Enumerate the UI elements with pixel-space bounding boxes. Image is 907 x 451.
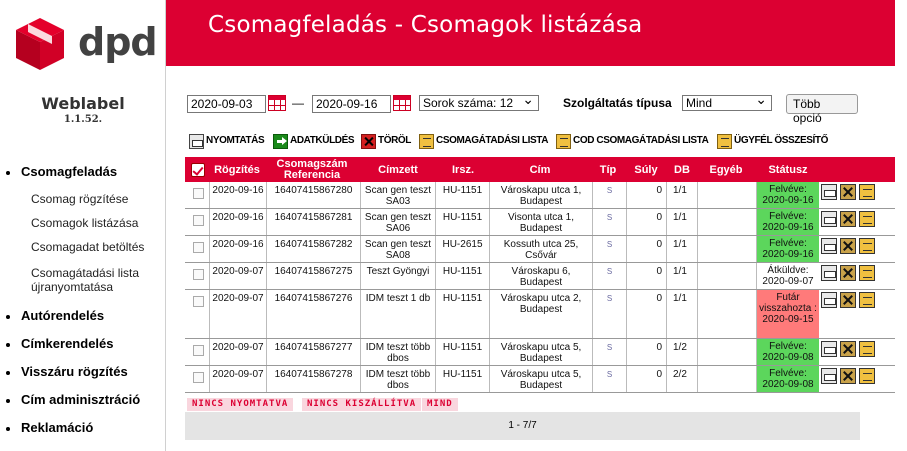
col-statusz[interactable]: Státusz (768, 163, 808, 176)
cell-address (490, 263, 593, 289)
cell-parcel (267, 263, 361, 289)
cell-recipient-text: IDM teszt több dbos (365, 342, 431, 364)
handover-list-action[interactable]: CSOMAGÁTADÁSI LISTA (419, 133, 548, 149)
cell-type (593, 290, 627, 338)
delete-action[interactable]: TÖRÖL (361, 133, 411, 149)
cell-parcel-text: 16407415867282 (274, 239, 353, 250)
cell-address (490, 209, 593, 235)
sidebar-item-lista-ujranyomtatas[interactable]: Csomagátadási lista újranyomtatása (31, 266, 140, 294)
cell-parcel-text: 16407415867275 (274, 266, 353, 277)
status-badge: Felvéve: 2020-09-16 (757, 209, 819, 235)
cell-parcel-text: 16407415867280 (274, 185, 353, 196)
cell-recipient-text: Scan gen teszt SA03 (364, 185, 432, 207)
date-to-input[interactable]: 2020-09-16 (312, 95, 391, 113)
status-badge: Felvéve: 2020-09-08 (757, 366, 819, 392)
col-suly[interactable]: Súly (634, 163, 658, 176)
row-actions (821, 238, 875, 254)
app-name: Weblabel (41, 94, 125, 113)
row-print-icon[interactable] (821, 238, 837, 254)
cell-address-text: Városkapu utca 5, Budapest (500, 342, 582, 364)
row-delete-icon[interactable] (840, 292, 856, 308)
row-delete-icon[interactable] (840, 184, 856, 200)
cell-type-text: S (606, 213, 613, 222)
select-all-checkbox[interactable] (191, 163, 205, 177)
cell-date-text: 2020-09-16 (212, 212, 264, 223)
cell-date-text: 2020-09-16 (212, 185, 264, 196)
row-list-icon[interactable] (859, 368, 875, 384)
cell-weight-text: 0 (656, 369, 662, 380)
cell-weight-text: 0 (656, 212, 662, 223)
status-badge: Futár visszahozta : 2020-09-15 (757, 290, 819, 338)
customer-summary-action[interactable]: ÜGYFÉL ÖSSZESÍTŐ (717, 133, 828, 149)
cell-status (757, 366, 819, 392)
cell-zip (436, 236, 490, 262)
sidebar-item-csomagok-listazasa[interactable]: Csomagok listázása (31, 216, 139, 230)
cell-weight-text: 0 (656, 342, 662, 353)
cell-zip (436, 209, 490, 235)
cell-address-text: Városkapu utca 5, Budapest (500, 369, 582, 391)
row-print-icon[interactable] (821, 265, 837, 281)
cell-date-text: 2020-09-07 (212, 293, 264, 304)
cell-db (667, 263, 698, 289)
cell-weight (627, 209, 667, 235)
cell-recipient (361, 209, 436, 235)
row-actions (821, 211, 875, 227)
cell-db-text: 1/1 (673, 212, 687, 223)
cell-zip (436, 290, 490, 338)
cell-type-text: S (606, 267, 613, 276)
cell-other (698, 209, 757, 235)
cell-zip (436, 182, 490, 208)
cell-parcel-text: 16407415867281 (274, 212, 353, 223)
table-header (185, 157, 895, 183)
cell-address (490, 339, 593, 365)
cell-recipient-text: IDM teszt több dbos (365, 369, 431, 391)
sidebar-item-cim-admin[interactable]: Cím adminisztráció (0, 392, 166, 408)
cell-address-text: Városkapu 6, Budapest (511, 266, 571, 288)
row-actions (821, 184, 875, 200)
row-actions (821, 368, 875, 384)
row-checkbox[interactable] (193, 215, 204, 226)
cell-address-text: Városkapu utca 1, Budapest (500, 185, 582, 207)
cell-recipient (361, 236, 436, 262)
cell-zip (436, 366, 490, 392)
cell-db (667, 339, 698, 365)
row-print-icon[interactable] (821, 292, 837, 308)
cell-recipient (361, 339, 436, 365)
sidebar-item-cimkerendeles[interactable]: Címkerendelés (0, 336, 166, 352)
dpd-logo (14, 14, 158, 74)
table-row[interactable] (185, 290, 895, 339)
rows-per-page-select[interactable]: Sorok száma: 12 ⌄ (419, 95, 539, 111)
cell-zip (436, 263, 490, 289)
app-version: 1.1.52. (63, 114, 103, 125)
cell-recipient-text: Teszt Gyöngyi (366, 266, 430, 277)
cell-other (698, 236, 757, 262)
col-db[interactable]: DB (674, 163, 690, 176)
col-cimzett[interactable]: Címzett (378, 163, 418, 176)
cell-address (490, 366, 593, 392)
cell-db (667, 209, 698, 235)
cell-address-text: Visonta utca 1, Budapest (508, 212, 574, 234)
row-delete-icon[interactable] (840, 238, 856, 254)
status-badge: Felvéve: 2020-09-16 (757, 236, 819, 262)
cell-db (667, 366, 698, 392)
cell-weight (627, 339, 667, 365)
cell-db-text: 1/2 (673, 342, 687, 353)
service-type-select[interactable]: Mind ⌄ (682, 95, 772, 111)
cell-db-text: 1/1 (673, 266, 687, 277)
cell-weight (627, 290, 667, 338)
cell-date (210, 290, 267, 338)
cell-recipient (361, 366, 436, 392)
cell-weight-text: 0 (656, 266, 662, 277)
cell-date-text: 2020-09-07 (212, 369, 264, 380)
print-action[interactable]: NYOMTATÁS (189, 133, 264, 149)
cell-date (210, 182, 267, 208)
cell-type-text: S (606, 186, 613, 195)
dpd-cube-icon (16, 18, 64, 70)
table-row[interactable] (185, 209, 895, 236)
row-checkbox[interactable] (193, 269, 204, 280)
cell-weight (627, 236, 667, 262)
cell-parcel-text: 16407415867276 (274, 293, 353, 304)
cell-db-text: 2/2 (673, 369, 687, 380)
cell-parcel (267, 236, 361, 262)
header-bar (166, 0, 895, 66)
cell-recipient (361, 263, 436, 289)
row-actions (821, 341, 875, 357)
row-print-icon[interactable] (821, 184, 837, 200)
pagination: 1 - 7/7 (185, 412, 860, 440)
cell-status (757, 236, 819, 262)
cell-weight-text: 0 (656, 239, 662, 250)
cell-type (593, 263, 627, 289)
table-row[interactable] (185, 263, 895, 290)
cell-type-text: S (606, 294, 613, 303)
cell-db-text: 1/1 (673, 293, 687, 304)
cell-type (593, 339, 627, 365)
right-edge (895, 0, 907, 451)
date-separator: — (292, 96, 304, 110)
cell-parcel-text: 16407415867278 (274, 369, 353, 380)
cell-other (698, 366, 757, 392)
row-checkbox[interactable] (193, 242, 204, 253)
cell-recipient-text: IDM teszt 1 db (365, 293, 431, 304)
col-cim[interactable]: Cím (529, 163, 551, 176)
row-list-icon[interactable] (859, 292, 875, 308)
col-egyeb[interactable]: Egyéb (709, 163, 743, 176)
filter-not-printed[interactable]: NINCS NYOMTATVA (187, 398, 293, 411)
cell-other (698, 290, 757, 338)
cell-address (490, 236, 593, 262)
row-list-icon[interactable] (859, 211, 875, 227)
col-csomagszam[interactable]: Csomagszám Referencia (276, 158, 348, 181)
calendar-from-icon[interactable] (268, 95, 286, 111)
cell-type (593, 236, 627, 262)
cell-date-text: 2020-09-07 (212, 266, 264, 277)
cell-weight (627, 182, 667, 208)
cell-status (757, 263, 819, 289)
cell-zip-text: HU-1151 (442, 293, 483, 304)
cell-status (757, 290, 819, 338)
cell-zip-text: HU-1151 (442, 185, 483, 196)
service-type-label: Szolgáltatás típusa (563, 96, 672, 110)
cell-zip-text: HU-1151 (442, 342, 483, 353)
cell-parcel (267, 182, 361, 208)
sidebar-item-csomagfeladas[interactable]: Csomagfeladás (0, 164, 166, 180)
cell-parcel (267, 209, 361, 235)
row-checkbox[interactable] (193, 345, 204, 356)
handover-list-icon (419, 134, 434, 149)
cell-parcel-text: 16407415867277 (274, 342, 353, 353)
cell-address-text: Városkapu utca 2, Budapest (500, 293, 582, 315)
row-delete-icon[interactable] (840, 265, 856, 281)
cell-zip (436, 339, 490, 365)
row-select-cell (185, 209, 210, 235)
cell-zip-text: HU-1151 (442, 212, 483, 223)
cell-date (210, 209, 267, 235)
sidebar-item-reklamacio[interactable]: Reklamáció (0, 420, 166, 436)
cell-date-text: 2020-09-16 (212, 239, 264, 250)
cell-db-text: 1/1 (673, 185, 687, 196)
cell-type (593, 209, 627, 235)
row-select-cell (185, 290, 210, 338)
status-badge: Felvéve: 2020-09-16 (757, 182, 819, 208)
filter-all[interactable]: MIND (422, 398, 458, 411)
customer-summary-icon (717, 134, 732, 149)
cell-date (210, 263, 267, 289)
row-select-cell (185, 366, 210, 392)
sidebar-item-autorendeles[interactable]: Autórendelés (0, 308, 166, 324)
cell-recipient (361, 182, 436, 208)
table-row[interactable] (185, 236, 895, 263)
row-list-icon[interactable] (859, 238, 875, 254)
row-checkbox[interactable] (193, 296, 204, 307)
row-list-icon[interactable] (859, 265, 875, 281)
cell-date (210, 366, 267, 392)
cell-recipient (361, 290, 436, 338)
cell-type-text: S (606, 343, 613, 352)
row-delete-icon[interactable] (840, 341, 856, 357)
cell-date-text: 2020-09-07 (212, 342, 264, 353)
cell-recipient-text: Scan gen teszt SA06 (364, 212, 432, 234)
cod-list-icon (556, 134, 571, 149)
cell-status (757, 209, 819, 235)
cell-db (667, 182, 698, 208)
cell-status (757, 339, 819, 365)
row-checkbox[interactable] (193, 372, 204, 383)
cell-recipient-text: Scan gen teszt SA08 (364, 239, 432, 261)
cell-weight-text: 0 (656, 293, 662, 304)
row-delete-icon[interactable] (840, 368, 856, 384)
row-print-icon[interactable] (821, 341, 837, 357)
cell-other (698, 339, 757, 365)
date-from-input[interactable]: 2020-09-03 (187, 95, 266, 113)
col-tip[interactable]: Típ (599, 163, 617, 176)
status-badge: Felvéve: 2020-09-08 (757, 339, 819, 365)
cell-address (490, 182, 593, 208)
cell-address-text: Kossuth utca 25, Csővár (503, 239, 579, 261)
row-select-cell (185, 182, 210, 208)
table-row[interactable] (185, 366, 895, 393)
row-print-icon[interactable] (821, 211, 837, 227)
cell-other (698, 263, 757, 289)
cell-parcel (267, 339, 361, 365)
cell-type (593, 366, 627, 392)
row-select-cell (185, 339, 210, 365)
dpd-wordmark: dpd (78, 20, 157, 64)
col-irsz[interactable]: Irsz. (451, 163, 474, 176)
table-row[interactable] (185, 182, 895, 209)
cell-type-text: S (606, 240, 613, 249)
cell-address (490, 290, 593, 338)
cell-zip-text: HU-1151 (442, 266, 483, 277)
delete-x-icon (361, 134, 376, 149)
cell-date (210, 339, 267, 365)
cell-weight (627, 263, 667, 289)
sidebar-item-visszaru[interactable]: Visszáru rögzítés (0, 364, 166, 380)
cell-type-text: S (606, 370, 613, 379)
cell-parcel (267, 366, 361, 392)
page-title: Csomagfeladás - Csomagok listázása (208, 12, 643, 38)
cell-zip-text: HU-1151 (442, 369, 483, 380)
cell-zip-text: HU-2615 (442, 239, 483, 250)
row-delete-icon[interactable] (840, 211, 856, 227)
more-options-button[interactable]: Több opció (786, 94, 858, 114)
table-row[interactable] (185, 339, 895, 366)
cell-parcel (267, 290, 361, 338)
sidebar-item-csomagadat-betoltes[interactable]: Csomagadat betöltés (31, 240, 145, 254)
row-actions (821, 292, 875, 308)
row-select-cell (185, 263, 210, 289)
cod-handover-list-action[interactable]: COD CSOMAGÁTADÁSI LISTA (556, 133, 708, 149)
cell-date (210, 236, 267, 262)
calendar-to-icon[interactable] (393, 95, 411, 111)
cell-weight-text: 0 (656, 185, 662, 196)
row-actions (821, 265, 875, 281)
row-list-icon[interactable] (859, 341, 875, 357)
col-rogzites[interactable]: Rögzítés (214, 163, 260, 176)
row-list-icon[interactable] (859, 184, 875, 200)
cell-db (667, 236, 698, 262)
send-data-action[interactable]: ADATKÜLDÉS (273, 133, 354, 149)
row-select-cell (185, 236, 210, 262)
row-print-icon[interactable] (821, 368, 837, 384)
row-checkbox[interactable] (193, 188, 204, 199)
filter-not-shipped[interactable]: NINCS KISZÁLLÍTVA (302, 398, 421, 411)
cell-type (593, 182, 627, 208)
cell-weight (627, 366, 667, 392)
cell-status (757, 182, 819, 208)
sidebar (0, 0, 166, 451)
send-arrow-icon (273, 134, 288, 149)
parcel-table (185, 157, 895, 397)
cell-db (667, 290, 698, 338)
sidebar-item-csomag-rogzitese[interactable]: Csomag rögzítése (31, 192, 129, 206)
cell-db-text: 1/1 (673, 239, 687, 250)
cell-other (698, 182, 757, 208)
print-icon (189, 134, 204, 149)
status-badge: Átküldve: 2020-09-07 (757, 263, 819, 289)
